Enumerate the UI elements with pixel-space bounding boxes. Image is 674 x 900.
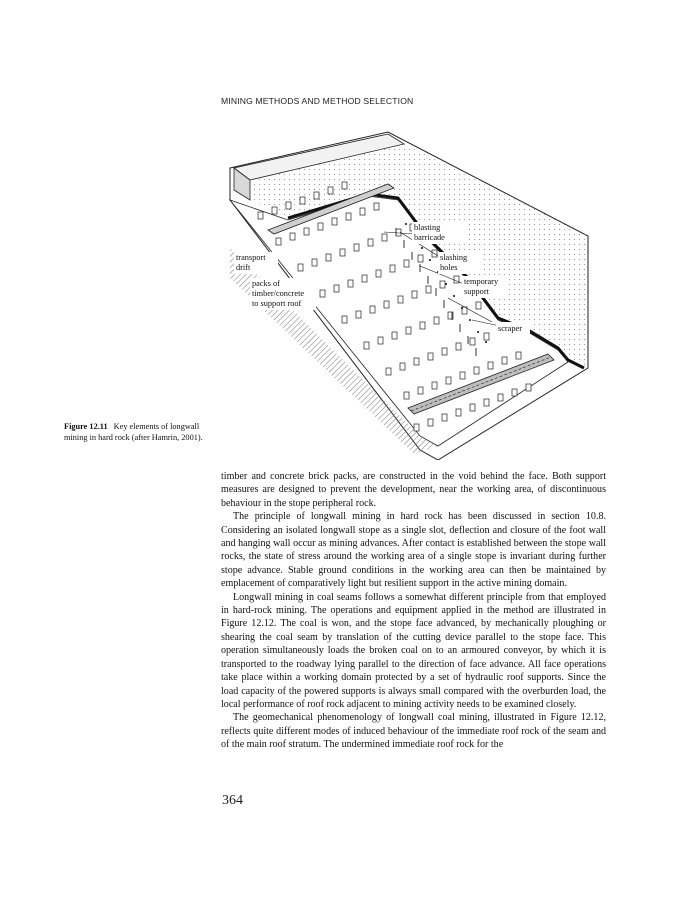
- body-text: [221, 470, 606, 752]
- label-packs-1: packs of: [252, 279, 280, 288]
- label-scraper: scraper: [498, 324, 522, 333]
- caption-label: Figure 12.11: [64, 422, 108, 431]
- paragraph: Longwall mining in coal seams follows a somewhat different principle from that employed in hard-rock mining. The operations and equipment applied in the method are illustrated in Figure 12.12. The coal is won, and the stope face advanced, by mechanically ploughing or shearing the coal seam by translation of the cutting device parallel to the stope face. This operation simultaneously loads the broken coal on to an armoured conveyor, by which it is transported to the roadway lying parallel to the direction of face advance. All face operations take place within a working domain protected by a set of hydraulic roof supports. Since the load capacity of the powered supports is always small compared with the overburden load, the local performance of roof rock adjacent to mining activity needs to be examined closely.: [221, 591, 606, 710]
- label-drift: drift: [236, 263, 251, 272]
- label-temporary: temporary: [464, 277, 499, 286]
- label-packs-3: to support roof: [252, 299, 302, 308]
- longwall-mining-figure: [228, 128, 600, 460]
- label-slashing: slashing: [440, 253, 468, 262]
- page-number: 364: [222, 793, 243, 808]
- longwall-mining-diagram: [228, 128, 600, 460]
- label-holes: holes: [440, 263, 458, 272]
- label-packs-2: timber/concrete: [252, 289, 305, 298]
- caption-text: Key elements of longwall mining in hard rock (after Hamrin, 2001).: [64, 422, 203, 442]
- label-blasting: blasting: [414, 223, 441, 232]
- paragraph: timber and concrete brick packs, are constructed in the void behind the face. Both support measures are designed to prevent the development, near the working area, of discontinuous behaviour in the stope peripheral rock.: [221, 471, 606, 509]
- paragraph: The geomechanical phenomenology of longwall coal mining, illustrated in Figure 12.12, reflects quite different modes of induced behaviour of the immediate roof rock of the seam and of the main roof stratum. The undermined immediate roof rock for the: [221, 712, 606, 751]
- running-head: MINING METHODS AND METHOD SELECTION: [221, 96, 414, 106]
- label-barricade: barricade: [414, 233, 445, 242]
- label-support: support: [464, 287, 489, 296]
- label-transport: transport: [236, 253, 266, 262]
- paragraph: The principle of longwall mining in hard rock has been discussed in section 10.8. Considering an isolated longwall stope as a single slot, deflection and closure of the foot wall and hanging wall occur as mining advances. After contact is established between the stope wall rocks, the state of stress around the working area of a single stope is invariant during further stope advance. Stable ground conditions in the working area can then be maintained by emplacement of comparatively light but resilient support in the active mining domain.: [221, 511, 606, 590]
- figure-caption: [64, 421, 212, 443]
